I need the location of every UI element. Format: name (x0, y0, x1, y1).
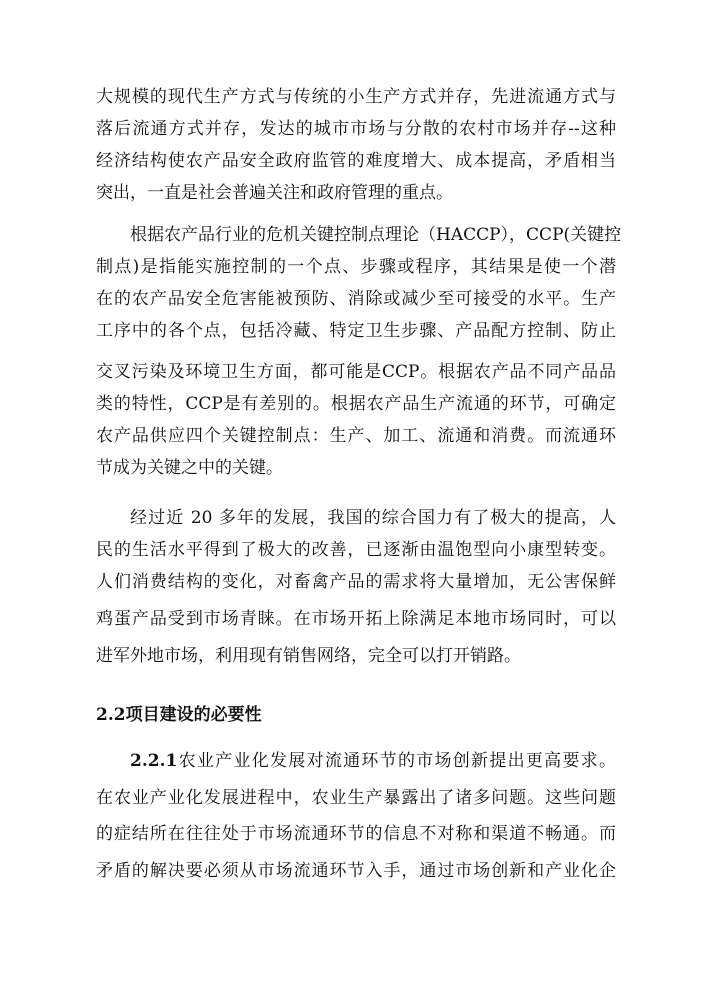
text-line: 交叉污染及环境卫生方面，都可能是CCP。根据农产品不同产品品 (96, 362, 616, 382)
subsection-title: 农业产业化发展对流通环节的市场创新提出更高要求。 (177, 751, 616, 771)
text-line: 民的生活水平得到了极大的改善，已逐渐由温饱型向小康型转变。 (96, 540, 616, 560)
text-line: 在的农产品安全危害能被预防、消除或减少至可接受的水平。生产 (96, 289, 616, 309)
text-line: 农产品供应四个关键控制点：生产、加工、流通和消费。而流通环 (96, 426, 616, 446)
text-line: 的症结所在往往处于市场流通环节的信息不对称和渠道不畅通。而 (96, 824, 616, 844)
text-line: 类的特性，CCP是有差别的。根据农产品生产流通的环节，可确定 (96, 394, 616, 414)
text-line: 人们消费结构的变化，对畜禽产品的需求将大量增加，无公害保鲜 (96, 572, 616, 592)
text-line: 矛盾的解决要必须从市场流通环节入手，通过市场创新和产业化企 (96, 861, 616, 881)
text-line: 节成为关键之中的关键。 (96, 458, 283, 478)
text-line: 经济结构使农产品安全政府监管的难度增大、成本提高，矛盾相当 (96, 151, 616, 171)
text-line: 根据农产品行业的危机关键控制点理论（HACCP），CCP(关键控 (130, 225, 622, 245)
text-line: 进军外地市场，利用现有销售网络，完全可以打开销路。 (96, 646, 521, 666)
text-line: 工序中的各个点，包括冷藏、特定卫生步骤、产品配方控制、防止 (96, 321, 616, 341)
text-line (130, 750, 616, 772)
text-line: 在农业产业化发展进程中，农业生产暴露出了诸多问题。这些问题 (96, 788, 616, 808)
section-heading: 2.2项目建设的必要性 (96, 705, 262, 725)
text-line: 制点)是指能实施控制的一个点、步骤或程序，其结果是使一个潜 (96, 257, 616, 277)
subsection-number: 2.2.1 (130, 751, 178, 771)
text-line: 经过近 20 多年的发展，我国的综合国力有了极大的提高，人 (130, 508, 616, 528)
text-line: 落后流通方式并存，发达的城市市场与分散的农村市场并存--这种 (96, 119, 616, 139)
text-line: 鸡蛋产品受到市场青睐。在市场开拓上除满足本地市场同时，可以 (96, 609, 616, 629)
text-line: 大规模的现代生产方式与传统的小生产方式并存，先进流通方式与 (96, 87, 616, 107)
text-line: 突出，一直是社会普遍关注和政府管理的重点。 (96, 183, 453, 203)
